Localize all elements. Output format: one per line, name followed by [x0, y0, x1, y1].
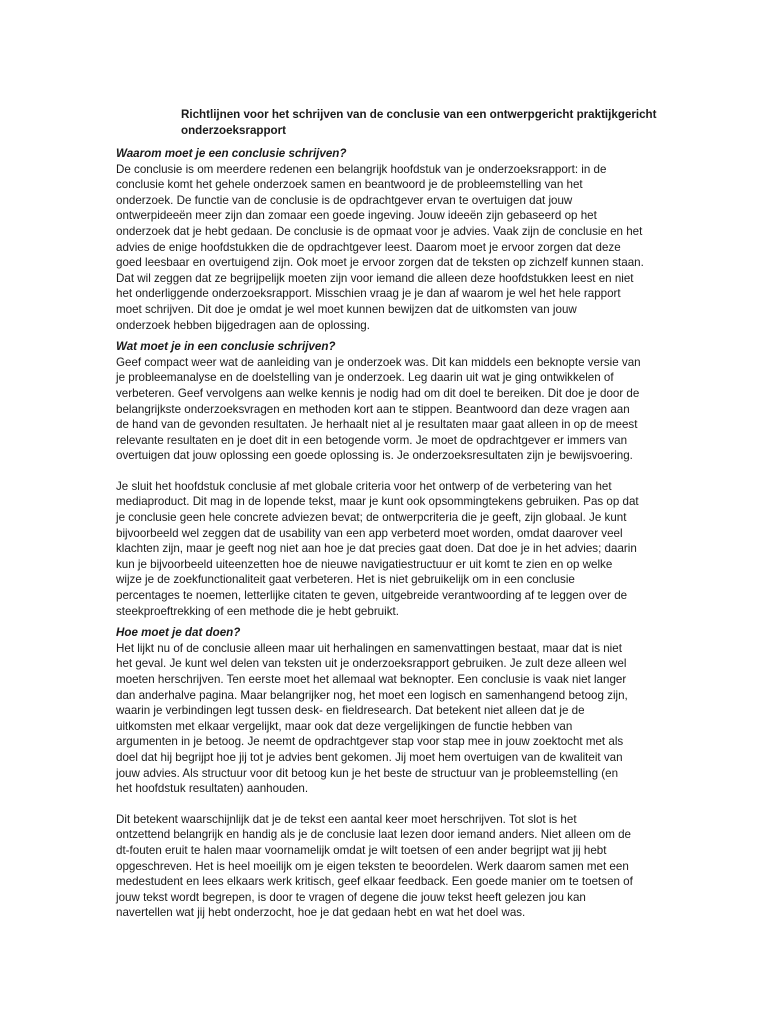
text-line: Dat wil zeggen dat ze begrijpelijk moeten zijn voor iemand die alleen deze hoofdstukken leest en niet [116, 271, 634, 285]
text-line: percentages te noemen, letterlijke citaten te geven, uitgebreide verantwoording af te leggen over de [116, 589, 628, 603]
text-line: steekproeftrekking of een methode die je hebt gebruikt. [116, 604, 399, 618]
text-line: het hoofdstuk resultaten) aanhouden. [116, 782, 309, 796]
text-line: dan anderhalve pagina. Maar belangrijker nog, het moet een logisch en samenhangend betoog zijn, [116, 688, 628, 702]
text-line: advies de enige hoofdstukken die de opdrachtgever leest. Daarom moet je ervoor zorgen dat deze [116, 240, 621, 254]
text-line: het onderliggende onderzoeksrapport. Misschien vraag je je dan af waarom je wel het hele rapport [116, 287, 621, 301]
text-line: De conclusie is om meerdere redenen een belangrijk hoofdstuk van je onderzoeksrapport: in de [116, 162, 607, 176]
text-line: kun je bijvoorbeeld uiteenzetten hoe de nieuwe navigatiestructuur er uit komt te zien en op welke [116, 557, 613, 571]
paragraph [116, 479, 656, 619]
section-heading: Wat moet je in een conclusie schrijven? [116, 340, 336, 354]
section-what [116, 339, 656, 619]
text-line: Je sluit het hoofdstuk conclusie af met globale criteria voor het ontwerp of de verbetering van het [116, 479, 612, 493]
paragraph [116, 162, 656, 334]
paragraph [116, 355, 656, 464]
text-line: jouw tekst wordt begrepen, is door te vragen of degene die jouw tekst heeft gelezen jou kan [116, 890, 586, 904]
text-line: wijze je de zoekfunctionaliteit gaat verbeteren. Het is niet gebruikelijk om in een conclusie [116, 573, 575, 587]
text-line: je conclusie geen hele concrete adviezen bevat; de ontwerpcriteria die je geeft, zijn globaal. Je kunt [116, 511, 627, 525]
text-line: argumenten in je betoog. Je neemt de opdrachtgever stap voor stap mee in jouw zoektocht met als [116, 735, 624, 749]
text-line: ontzettend belangrijk en handig als je de conclusie laat lezen door iemand anders. Niet alleen om de [116, 828, 631, 842]
text-line: waarin je verbindingen legt tussen desk- en fieldresearch. Dat betekent niet alleen dat je de [116, 704, 585, 718]
title-line: Richtlijnen voor het schrijven van de conclusie van een ontwerpgericht praktijkgericht [181, 108, 657, 121]
text-line: moet schrijven. Dit doe je omdat je wel moet kunnen bewijzen dat de uitkomsten van jouw [116, 302, 577, 316]
text-line: je probleemanalyse en de doelstelling van je onderzoek. Leg daarin uit wat je ging ontwikkelen of [116, 371, 614, 385]
text-line: onderzoek. De functie van de conclusie is de opdrachtgever ervan te overtuigen dat jouw [116, 193, 573, 207]
text-line: moeten herschrijven. Ten eerste moet het allemaal wat beknopter. Een conclusie is vaak niet langer [116, 673, 627, 686]
text-line: conclusie komt het gehele onderzoek samen en beantwoord je de probleemstelling van het [116, 178, 583, 192]
text-line: goed leesbaar en overtuigend zijn. Ook moet je ervoor zorgen dat de teksten op zichzelf kunnen staan. [116, 256, 644, 270]
section-heading: Hoe moet je dat doen? [116, 626, 241, 640]
text-line: relevante resultaten en je doet dit in een betogende vorm. Je moet de opdrachtgever er immers van [116, 433, 628, 447]
text-line: klachten zijn, maar je geeft nog niet aan hoe je dat precies gaat doen. Dat doe je in het advies; daarin [116, 542, 637, 556]
text-line: jouw advies. Als structuur voor dit betoog kun je het beste de structuur van je probleemstelling (en [116, 766, 619, 780]
text-line: Het lijkt nu of de conclusie alleen maar uit herhalingen en samenvattingen bestaat, maar dat is niet [116, 641, 622, 655]
text-line: mediaproduct. Dit mag in de lopende tekst, maar je kunt ook opsommingtekens gebruiken. Pas op dat [116, 495, 639, 509]
text-line: Geef compact weer wat de aanleiding van je onderzoek was. Dit kan middels een beknopte versie van [116, 355, 641, 369]
text-line: verbeteren. Geef vervolgens aan welke kennis je nodig had om dit doel te bereiken. Dit doe je door de [116, 386, 640, 400]
document-body [116, 146, 656, 921]
text-line: navertellen wat jij hebt onderzocht, hoe je dat gedaan hebt en wat het doel was. [116, 906, 526, 920]
text-line: Dit betekent waarschijnlijk dat je de tekst een aantal keer moet herschrijven. Tot slot is het [116, 812, 577, 826]
text-line: onderzoek hebben bijgedragen aan de oplossing. [116, 318, 370, 332]
text-line: overtuigen dat jouw oplossing een goede oplossing is. Je onderzoeksresultaten zijn je bewijsvoering. [116, 449, 633, 463]
paragraph [116, 812, 656, 921]
text-line: dt-fouten eruit te halen maar voornamelijk omdat je wilt toetsen of een ander begrijpt wat jij hebt [116, 843, 607, 857]
section-heading: Waarom moet je een conclusie schrijven? [116, 147, 347, 160]
text-line: doel dat hij begrijpt hoe jij tot je advies bent gekomen. Jij moet hem overtuigen van de kwaliteit van [116, 750, 623, 764]
title-line: onderzoeksrapport [181, 123, 287, 137]
text-line: opgeschreven. Het is heel moeilijk om je eigen teksten te beoordelen. Werk daarom samen met een [116, 859, 629, 873]
document-title [181, 107, 661, 138]
text-line: het geval. Je kunt wel delen van teksten uit je onderzoeksrapport gebruiken. Je zult deze alleen wel [116, 657, 627, 671]
text-line: de hand van de gevonden resultaten. Je herhaalt niet al je resultaten maar gaat alleen in op de meest [116, 418, 638, 432]
text-line: bijvoorbeeld wel zeggen dat de usability van een app verbeterd moet worden, omdat daarover veel [116, 526, 623, 540]
section-why [116, 146, 656, 333]
paragraph [116, 641, 656, 797]
text-line: uitkomsten met elkaar vergelijkt, maar ook dat deze vergelijkingen de functie hebben van [116, 719, 573, 733]
text-line: ontwerpideeën meer zijn dan zomaar een goede ingeving. Jouw ideeën zijn gebaseerd op het [116, 209, 597, 223]
text-line: medestudent en lees elkaars werk kritisch, geef elkaar feedback. Een goede manier om te toetsen of [116, 875, 633, 889]
text-line: onderzoek dat je hebt gedaan. De conclusie is de opmaat voor je advies. Vaak zijn de conclusie en het [116, 224, 643, 238]
text-line: belangrijkste onderzoeksvragen en methoden kort aan te stippen. Beantwoord dan deze vragen aan [116, 402, 630, 416]
section-how [116, 625, 656, 921]
